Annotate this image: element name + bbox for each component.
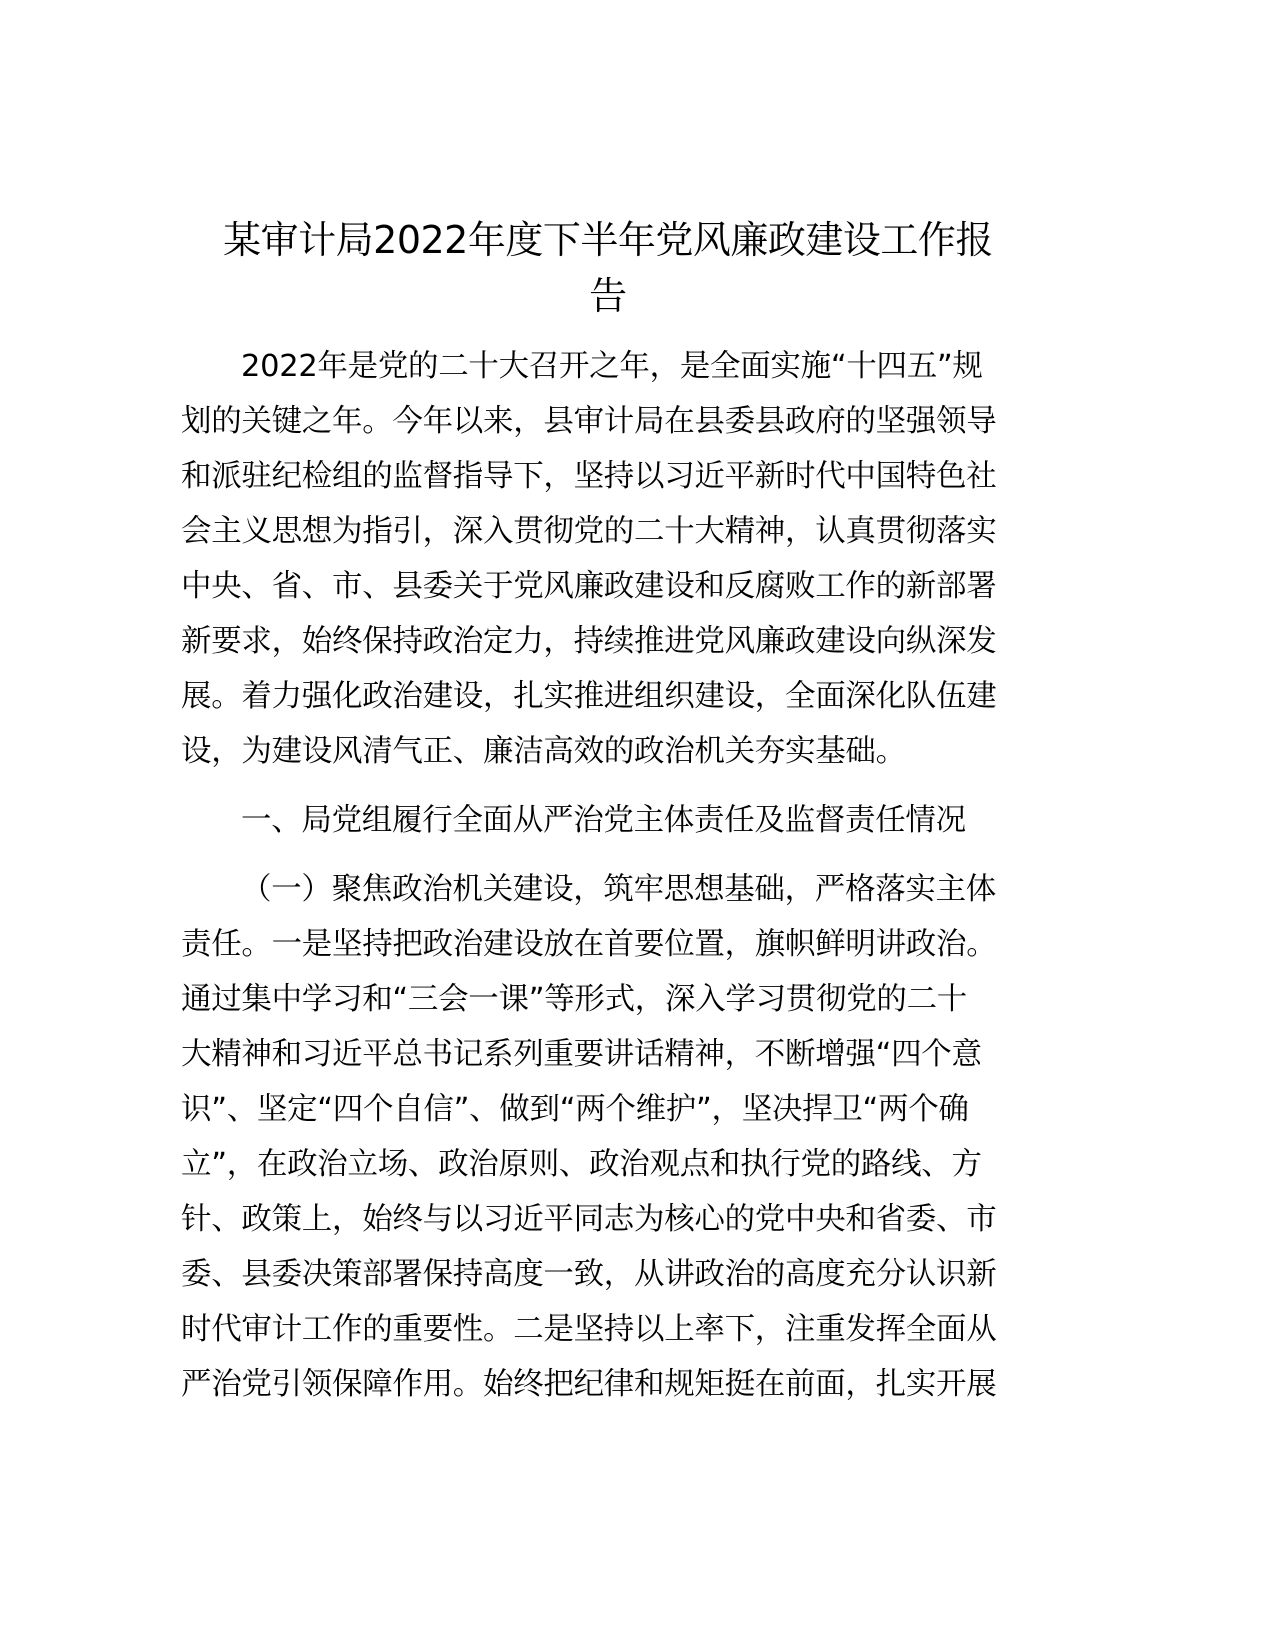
title-line-1: 某审计局2022年度下半年党风廉政建设工作报 (223, 218, 993, 262)
section-heading-text: 一、局党组履行全面从严治党主体责任及监督责任情况 (241, 803, 966, 838)
text-line: 识”、坚定“四个自信”、做到“两个维护”，坚决捍卫“两个确 (181, 1092, 969, 1127)
text-line: 通过集中学习和“三会一课”等形式，深入学习贯彻党的二十 (181, 982, 968, 1017)
text-line: 大精神和习近平总书记系列重要讲话精神，不断增强“四个意 (181, 1037, 982, 1072)
text-line: 和派驻纪检组的监督指导下，坚持以习近平新时代中国特色社 (181, 459, 997, 494)
text-line: 会主义思想为指引，深入贯彻党的二十大精神，认真贯彻落实 (181, 514, 997, 549)
document-title (178, 212, 1038, 324)
text-line: 时代审计工作的重要性。二是坚持以上率下，注重发挥全面从 (181, 1312, 997, 1347)
text-line: （一）聚焦政治机关建设，筑牢思想基础，严格落实主体 (241, 872, 996, 907)
text-line: 立”，在政治立场、政治原则、政治观点和执行党的路线、方 (181, 1147, 982, 1182)
text-line: 中央、省、市、县委关于党风廉政建设和反腐败工作的新部署 (181, 569, 997, 604)
document-body (181, 339, 1041, 1412)
text-line: 针、政策上，始终与以习近平同志为核心的党中央和省委、市 (181, 1202, 997, 1237)
section-heading-1 (181, 793, 1041, 848)
text-line: 设，为建设风清气正、廉洁高效的政治机关夯实基础。 (181, 734, 906, 769)
paragraph-intro (181, 339, 1041, 779)
text-line: 2022年是党的二十大召开之年，是全面实施“十四五”规 (241, 349, 983, 384)
text-line: 委、县委决策部署保持高度一致，从讲政治的高度充分认识新 (181, 1257, 997, 1292)
title-line-2: 告 (589, 274, 627, 318)
paragraph-section-1-1 (181, 862, 1041, 1412)
text-line: 展。着力强化政治建设，扎实推进组织建设，全面深化队伍建 (181, 679, 997, 714)
text-line: 新要求，始终保持政治定力，持续推进党风廉政建设向纵深发 (181, 624, 997, 659)
text-line: 责任。一是坚持把政治建设放在首要位置，旗帜鲜明讲政治。 (181, 927, 997, 962)
text-line: 严治党引领保障作用。始终把纪律和规矩挺在前面，扎实开展 (181, 1367, 997, 1402)
text-line: 划的关键之年。今年以来，县审计局在县委县政府的坚强领导 (181, 404, 997, 439)
